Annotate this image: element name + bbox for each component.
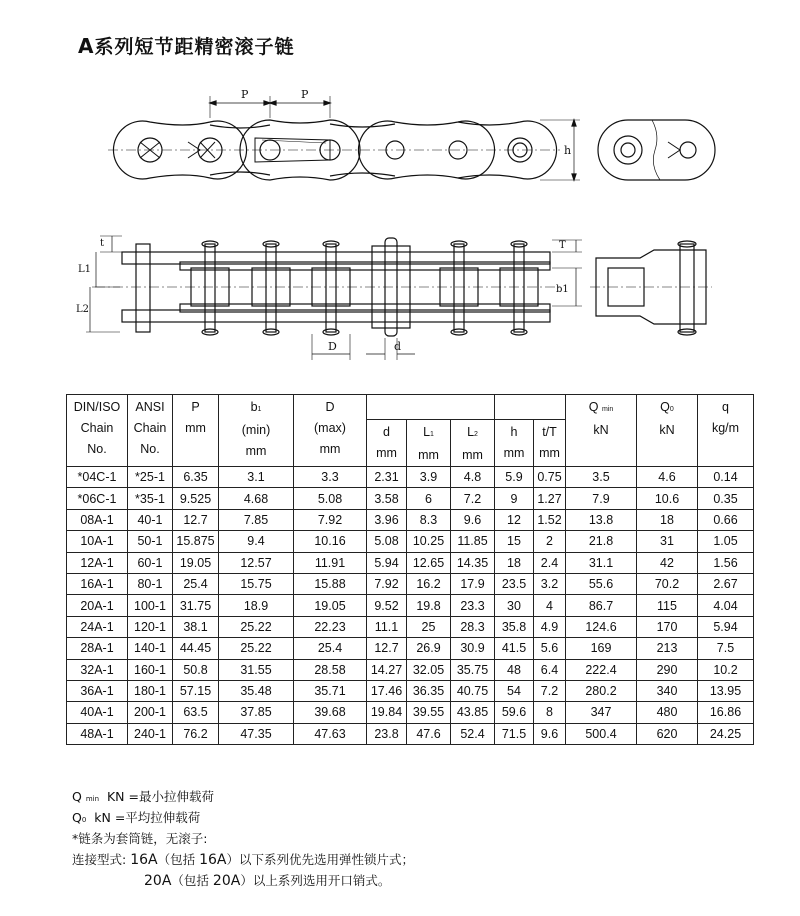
table-cell: 76.2 <box>173 723 219 744</box>
table-cell: 120-1 <box>128 616 173 637</box>
table-cell: 12A-1 <box>67 552 128 573</box>
table-cell: 80-1 <box>128 573 173 594</box>
table-cell: 12.7 <box>367 638 407 659</box>
table-cell: 9.6 <box>451 509 495 530</box>
header-h: h mm <box>495 420 534 467</box>
table-cell: 11.1 <box>367 616 407 637</box>
table-cell: 16.2 <box>407 573 451 594</box>
table-cell: *25-1 <box>128 467 173 488</box>
table-cell: 47.63 <box>294 723 367 744</box>
table-cell: 500.4 <box>566 723 637 744</box>
table-cell: 10.2 <box>698 659 754 680</box>
table-cell: 36A-1 <box>67 680 128 701</box>
table-cell: 16.86 <box>698 702 754 723</box>
header-l1: L1 mm <box>407 420 451 467</box>
header-tT: t/T mm <box>534 420 566 467</box>
table-cell: 12.57 <box>219 552 294 573</box>
table-cell: 620 <box>637 723 698 744</box>
table-cell: 52.4 <box>451 723 495 744</box>
table-cell: 5.08 <box>294 488 367 509</box>
header-din: DIN/ISO Chain No. <box>67 395 128 467</box>
table-cell: 59.6 <box>495 702 534 723</box>
table-cell: 3.3 <box>294 467 367 488</box>
table-cell: 14.27 <box>367 659 407 680</box>
table-cell: 7.92 <box>367 573 407 594</box>
table-cell: 6.4 <box>534 659 566 680</box>
table-cell: 6.35 <box>173 467 219 488</box>
table-cell: 5.6 <box>534 638 566 659</box>
table-cell: 24A-1 <box>67 616 128 637</box>
table-row <box>67 531 754 552</box>
table-cell: 10.25 <box>407 531 451 552</box>
table-cell: 0.66 <box>698 509 754 530</box>
table-cell: 3.58 <box>367 488 407 509</box>
note-bush: *链条为套筒链，无滚子: <box>72 831 208 846</box>
table-cell: 23.3 <box>451 595 495 616</box>
table-cell: 63.5 <box>173 702 219 723</box>
header-q: q kg/m <box>698 395 754 467</box>
title-prefix: A <box>78 34 95 58</box>
table-cell: 170 <box>637 616 698 637</box>
table-cell: 23.8 <box>367 723 407 744</box>
dim-h-label: h <box>564 144 572 157</box>
dim-l1-label: L1 <box>78 264 92 275</box>
dim-p-label-2: P <box>301 88 309 101</box>
table-cell: 39.55 <box>407 702 451 723</box>
title-text: 系列短节距精密滚子链 <box>94 36 295 58</box>
table-cell: 37.85 <box>219 702 294 723</box>
table-cell: 115 <box>637 595 698 616</box>
table-cell: 35.8 <box>495 616 534 637</box>
table-cell: 60-1 <box>128 552 173 573</box>
table-cell: 3.2 <box>534 573 566 594</box>
table-cell: 25.22 <box>219 616 294 637</box>
table-row <box>67 659 754 680</box>
dim-b1-label: b1 <box>556 284 569 295</box>
table-cell: 124.6 <box>566 616 637 637</box>
table-cell: 22.23 <box>294 616 367 637</box>
table-cell: 13.95 <box>698 680 754 701</box>
table-cell: 280.2 <box>566 680 637 701</box>
table-cell: 44.45 <box>173 638 219 659</box>
table-cell: 31.1 <box>566 552 637 573</box>
chain-end-view-top <box>598 120 715 180</box>
note-q0: Q0 kN =平均拉伸载荷 <box>72 810 201 825</box>
table-cell: 9.525 <box>173 488 219 509</box>
table-cell: 5.9 <box>495 467 534 488</box>
table-cell: 2 <box>534 531 566 552</box>
table-cell: 2.31 <box>367 467 407 488</box>
table-row <box>67 467 754 488</box>
table-cell: 31 <box>637 531 698 552</box>
table-cell: 21.8 <box>566 531 637 552</box>
note-qmin: Q min KN =最小拉伸载荷 <box>72 789 214 804</box>
table-row <box>67 573 754 594</box>
table-cell: 5.94 <box>367 552 407 573</box>
table-cell: 18 <box>637 509 698 530</box>
table-cell: 28.3 <box>451 616 495 637</box>
table-cell: 38.1 <box>173 616 219 637</box>
header-group-h-t <box>495 395 566 420</box>
table-cell: 12.7 <box>173 509 219 530</box>
table-cell: 9.6 <box>534 723 566 744</box>
table-cell: 23.5 <box>495 573 534 594</box>
table-row <box>67 488 754 509</box>
table-cell: 70.2 <box>637 573 698 594</box>
table-cell: 71.5 <box>495 723 534 744</box>
header-group-d-l <box>367 395 495 420</box>
chain-technical-drawing <box>0 0 800 390</box>
table-cell: 0.14 <box>698 467 754 488</box>
table-cell: 0.75 <box>534 467 566 488</box>
table-cell: 3.1 <box>219 467 294 488</box>
table-cell: 17.46 <box>367 680 407 701</box>
table-cell: 28.58 <box>294 659 367 680</box>
table-row <box>67 509 754 530</box>
table-cell: 8.3 <box>407 509 451 530</box>
table-cell: 40-1 <box>128 509 173 530</box>
header-D: D (max) mm <box>294 395 367 467</box>
table-cell: 7.92 <box>294 509 367 530</box>
table-cell: 20A-1 <box>67 595 128 616</box>
table-cell: 11.91 <box>294 552 367 573</box>
table-cell: 213 <box>637 638 698 659</box>
note-connection-2: 20A（包括 20A）以上系列选用开口销式。 <box>144 873 391 889</box>
table-cell: 48A-1 <box>67 723 128 744</box>
header-b1: b1 (min) mm <box>219 395 294 467</box>
table-cell: 57.15 <box>173 680 219 701</box>
header-ansi: ANSI Chain No. <box>128 395 173 467</box>
table-cell: 50-1 <box>128 531 173 552</box>
table-cell: 50.8 <box>173 659 219 680</box>
table-cell: 7.2 <box>451 488 495 509</box>
table-cell: 86.7 <box>566 595 637 616</box>
table-cell: 9.52 <box>367 595 407 616</box>
dim-t-label: t <box>100 238 105 249</box>
table-cell: 100-1 <box>128 595 173 616</box>
header-l2: L2 mm <box>451 420 495 467</box>
table-row <box>67 723 754 744</box>
note-connection-1: 连接型式: 16A（包括 16A）以下系列优先选用弹性锁片式； <box>72 852 415 868</box>
table-cell: 4.9 <box>534 616 566 637</box>
table-cell: 40.75 <box>451 680 495 701</box>
table-cell: 19.05 <box>173 552 219 573</box>
table-cell: 25 <box>407 616 451 637</box>
table-cell: 35.71 <box>294 680 367 701</box>
table-cell: 31.75 <box>173 595 219 616</box>
table-cell: 28A-1 <box>67 638 128 659</box>
table-cell: 14.35 <box>451 552 495 573</box>
table-cell: 16A-1 <box>67 573 128 594</box>
table-cell: 9.4 <box>219 531 294 552</box>
table-cell: 7.85 <box>219 509 294 530</box>
notes <box>72 786 414 891</box>
table-cell: 15.88 <box>294 573 367 594</box>
table-cell: *04C-1 <box>67 467 128 488</box>
table-cell: 19.84 <box>367 702 407 723</box>
table-cell: 140-1 <box>128 638 173 659</box>
table-row <box>67 680 754 701</box>
table-cell: 10.16 <box>294 531 367 552</box>
table-cell: 6 <box>407 488 451 509</box>
table-cell: 35.48 <box>219 680 294 701</box>
table-cell: 47.35 <box>219 723 294 744</box>
table-cell: 11.85 <box>451 531 495 552</box>
table-cell: 200-1 <box>128 702 173 723</box>
table-cell: 24.25 <box>698 723 754 744</box>
table-cell: 1.56 <box>698 552 754 573</box>
table-cell: 31.55 <box>219 659 294 680</box>
chain-end-view-side <box>590 241 712 335</box>
table-cell: 5.08 <box>367 531 407 552</box>
table-row <box>67 702 754 723</box>
table-cell: 222.4 <box>566 659 637 680</box>
table-cell: 42 <box>637 552 698 573</box>
table-cell: 15.875 <box>173 531 219 552</box>
table-cell: 15.75 <box>219 573 294 594</box>
table-cell: 3.5 <box>566 467 637 488</box>
table-cell: 4.68 <box>219 488 294 509</box>
table-cell: 160-1 <box>128 659 173 680</box>
table-cell: 18 <box>495 552 534 573</box>
header-qmin: Q min kN <box>566 395 637 467</box>
table-cell: 39.68 <box>294 702 367 723</box>
table-cell: 08A-1 <box>67 509 128 530</box>
table-cell: 2.4 <box>534 552 566 573</box>
header-q0: Q0 kN <box>637 395 698 467</box>
table-cell: 290 <box>637 659 698 680</box>
table-cell: 7.9 <box>566 488 637 509</box>
table-header-row <box>67 395 754 420</box>
table-cell: 10.6 <box>637 488 698 509</box>
header-d: d mm <box>367 420 407 467</box>
table-cell: 4.8 <box>451 467 495 488</box>
table-cell: 32.05 <box>407 659 451 680</box>
table-cell: 17.9 <box>451 573 495 594</box>
table-cell: 4 <box>534 595 566 616</box>
table-cell: 25.4 <box>294 638 367 659</box>
table-cell: 10A-1 <box>67 531 128 552</box>
table-cell: 2.67 <box>698 573 754 594</box>
table-cell: 30 <box>495 595 534 616</box>
table-row <box>67 552 754 573</box>
chain-top-view <box>108 88 580 180</box>
table-cell: 12.65 <box>407 552 451 573</box>
table-cell: 47.6 <box>407 723 451 744</box>
table-cell: 8 <box>534 702 566 723</box>
table-cell: *35-1 <box>128 488 173 509</box>
spec-table <box>66 394 754 745</box>
table-cell: 15 <box>495 531 534 552</box>
table-cell: 55.6 <box>566 573 637 594</box>
dim-T-label: T <box>559 240 566 251</box>
table-cell: 19.8 <box>407 595 451 616</box>
table-row <box>67 638 754 659</box>
table-cell: 480 <box>637 702 698 723</box>
table-cell: 19.05 <box>294 595 367 616</box>
dim-D-label: D <box>328 340 337 353</box>
dim-d-label: d <box>394 340 402 353</box>
table-cell: 25.4 <box>173 573 219 594</box>
table-cell: 7.5 <box>698 638 754 659</box>
table-cell: *06C-1 <box>67 488 128 509</box>
table-cell: 340 <box>637 680 698 701</box>
table-cell: 3.9 <box>407 467 451 488</box>
table-cell: 3.96 <box>367 509 407 530</box>
table-cell: 13.8 <box>566 509 637 530</box>
table-cell: 347 <box>566 702 637 723</box>
table-cell: 25.22 <box>219 638 294 659</box>
table-cell: 180-1 <box>128 680 173 701</box>
table-cell: 1.05 <box>698 531 754 552</box>
table-cell: 240-1 <box>128 723 173 744</box>
table-cell: 18.9 <box>219 595 294 616</box>
table-cell: 169 <box>566 638 637 659</box>
table-cell: 32A-1 <box>67 659 128 680</box>
table-cell: 40A-1 <box>67 702 128 723</box>
table-cell: 35.75 <box>451 659 495 680</box>
dim-p-label-1: P <box>241 88 249 101</box>
table-cell: 41.5 <box>495 638 534 659</box>
table-cell: 4.04 <box>698 595 754 616</box>
chain-side-view <box>76 236 582 360</box>
table-cell: 43.85 <box>451 702 495 723</box>
table-cell: 4.6 <box>637 467 698 488</box>
table-row <box>67 595 754 616</box>
table-cell: 0.35 <box>698 488 754 509</box>
table-cell: 26.9 <box>407 638 451 659</box>
dim-l2-label: L2 <box>76 304 90 315</box>
table-cell: 7.2 <box>534 680 566 701</box>
table-cell: 9 <box>495 488 534 509</box>
table-cell: 36.35 <box>407 680 451 701</box>
table-cell: 5.94 <box>698 616 754 637</box>
header-p: P mm <box>173 395 219 467</box>
table-cell: 12 <box>495 509 534 530</box>
table-row <box>67 616 754 637</box>
table-cell: 1.27 <box>534 488 566 509</box>
table-cell: 30.9 <box>451 638 495 659</box>
table-cell: 1.52 <box>534 509 566 530</box>
table-cell: 48 <box>495 659 534 680</box>
table-cell: 54 <box>495 680 534 701</box>
